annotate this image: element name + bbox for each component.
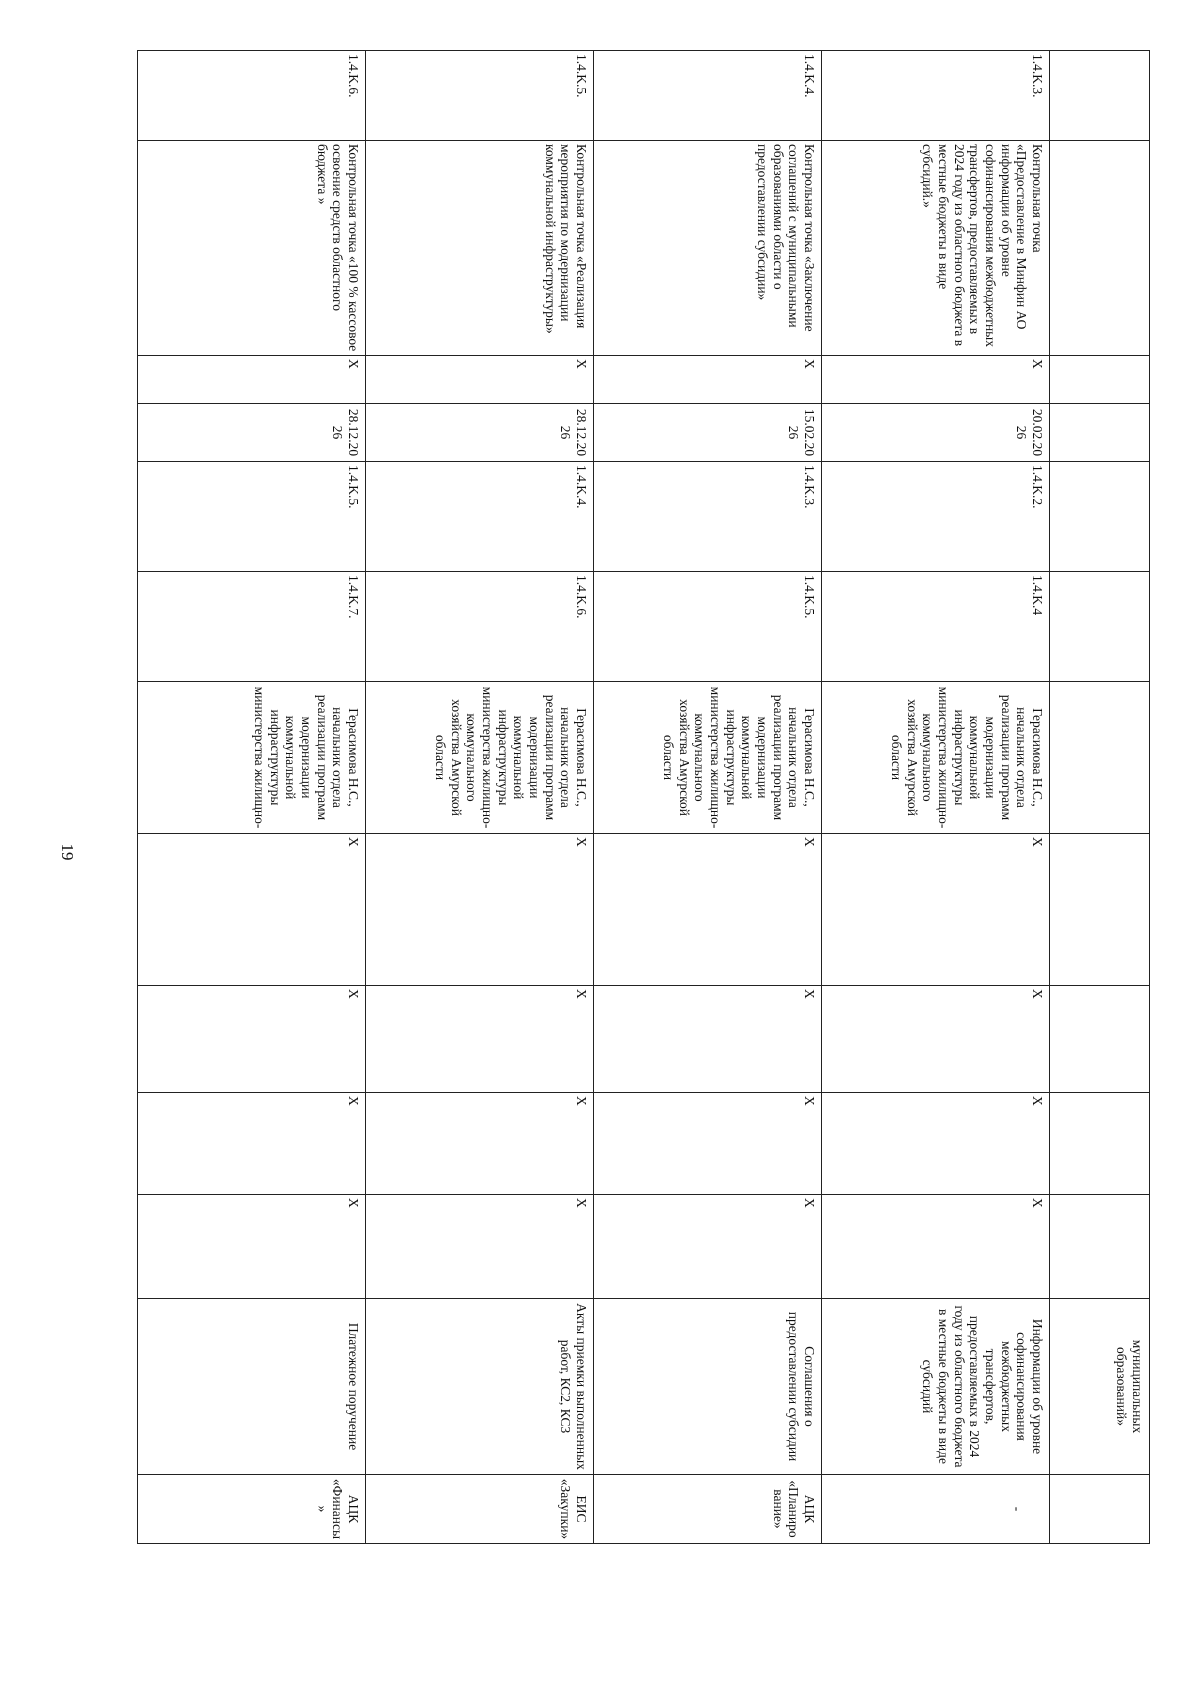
info-system: АЦК «Планирование» xyxy=(594,1475,822,1544)
predecessor: 1.4.K.3. xyxy=(594,462,822,572)
successor: 1.4.K.5. xyxy=(594,572,822,682)
document-type: Информации об уровне софинансирования межбюджетных трансфертов, предоставляемых в 2024 году из областного бюджета в местные бюджеты в виде субсидий xyxy=(822,1299,1050,1475)
mark-cell: X xyxy=(366,986,594,1093)
document-type: Акты приемки выполненных работ, КС2, КС3 xyxy=(366,1299,594,1475)
predecessor: 1.4.K.4. xyxy=(366,462,594,572)
row-id: 1.4.K.5. xyxy=(366,51,594,141)
table-row xyxy=(822,51,1050,1544)
info-system: АЦК «Финансы» xyxy=(138,1475,366,1544)
mark-cell: X xyxy=(138,1093,366,1195)
responsible: Герасимова Н.С., начальник отдела реализации программ модернизации коммунальной инфраструктуры министерства жилищно- xyxy=(138,682,366,834)
predecessor: 1.4.K.2. xyxy=(822,462,1050,572)
due-date: 28.12.2026 xyxy=(138,404,366,462)
row-id: 1.4.K.6. xyxy=(138,51,366,141)
successor: 1.4.K.4 xyxy=(822,572,1050,682)
row-id: 1.4.K.4. xyxy=(594,51,822,141)
control-point-name: Контрольная точка «Заключение соглашений с муниципальными образованиями области о предоставлении субсидии» xyxy=(594,141,822,356)
info-system-text: - xyxy=(1010,1506,1025,1512)
mark-cell: X xyxy=(594,1195,822,1299)
table-row xyxy=(594,51,822,1544)
table-header-row xyxy=(1050,51,1150,1544)
mark-cell: X xyxy=(822,986,1050,1093)
mark-cell: X xyxy=(138,1195,366,1299)
successor: 1.4.K.6. xyxy=(366,572,594,682)
header-cell xyxy=(1050,51,1150,141)
mark-cell: X xyxy=(138,986,366,1093)
header-cell xyxy=(1050,834,1150,986)
due-date: 15.02.2026 xyxy=(594,404,822,462)
header-cell xyxy=(1050,682,1150,834)
header-cell xyxy=(1050,356,1150,404)
due-date: 20.02.2026 xyxy=(822,404,1050,462)
mark-cell: X xyxy=(822,834,1050,986)
rotated-table-area xyxy=(175,50,1150,1543)
mark-cell: X xyxy=(594,1093,822,1195)
control-point-name: Контрольная точка «Предоставление в Минфин АО информации об уровне софинансирования межбюджетных трансфертов, предоставляемых в 2024 году из областного бюджета в местные бюджеты в виде субсидий.» xyxy=(822,141,1050,356)
header-cell xyxy=(1050,404,1150,462)
mark-cell: X xyxy=(594,986,822,1093)
mark-cell: X xyxy=(822,1195,1050,1299)
mark-cell: X xyxy=(594,834,822,986)
header-cell xyxy=(1050,141,1150,356)
mark-cell: X xyxy=(822,1093,1050,1195)
document-type: Соглашения о предоставлении субсидии xyxy=(594,1299,822,1475)
mark-cell: X xyxy=(822,356,1050,404)
mark-cell: X xyxy=(594,356,822,404)
page-number: 19 xyxy=(58,843,77,861)
header-cell xyxy=(1050,1475,1150,1544)
header-cell xyxy=(1050,462,1150,572)
header-cell xyxy=(1050,1195,1150,1299)
table-row xyxy=(138,51,366,1544)
mark-cell: X xyxy=(366,1195,594,1299)
responsible: Герасимова Н.С., начальник отдела реализации программ модернизации коммунальной инфраструктуры министерства жилищно-коммунального хозяйства Амурской области xyxy=(366,682,594,834)
header-cell xyxy=(1050,572,1150,682)
due-date: 28.12.2026 xyxy=(366,404,594,462)
mark-cell: X xyxy=(366,834,594,986)
table-row xyxy=(366,51,594,1544)
mark-cell: X xyxy=(366,356,594,404)
header-cell xyxy=(1050,986,1150,1093)
header-cell xyxy=(1050,1093,1150,1195)
control-points-table xyxy=(137,50,1150,1544)
row-id: 1.4.K.3. xyxy=(822,51,1050,141)
control-point-name: Контрольная точка «100 % кассовое освоение средств областного бюджета » xyxy=(138,141,366,356)
mark-cell: X xyxy=(138,834,366,986)
responsible: Герасимова Н.С., начальник отдела реализации программ модернизации коммунальной инфраструктуры министерства жилищно-коммунального хозяйства Амурской области xyxy=(594,682,822,834)
document-type: Платежное поручение xyxy=(138,1299,366,1475)
header-cell-documents: муниципальных образований» xyxy=(1050,1299,1150,1475)
info-system: ЕИС «Закупки» xyxy=(366,1475,594,1544)
mark-cell: X xyxy=(366,1093,594,1195)
info-system xyxy=(822,1475,1050,1544)
predecessor: 1.4.K.5. xyxy=(138,462,366,572)
responsible: Герасимова Н.С., начальник отдела реализации программ модернизации коммунальной инфраструктуры министерства жилищно-коммунального хозяйства Амурской области xyxy=(822,682,1050,834)
control-point-name: Контрольная точка «Реализация мероприятия по модернизации коммунальной инфраструктуры» xyxy=(366,141,594,356)
mark-cell: X xyxy=(138,356,366,404)
successor: 1.4.K.7. xyxy=(138,572,366,682)
